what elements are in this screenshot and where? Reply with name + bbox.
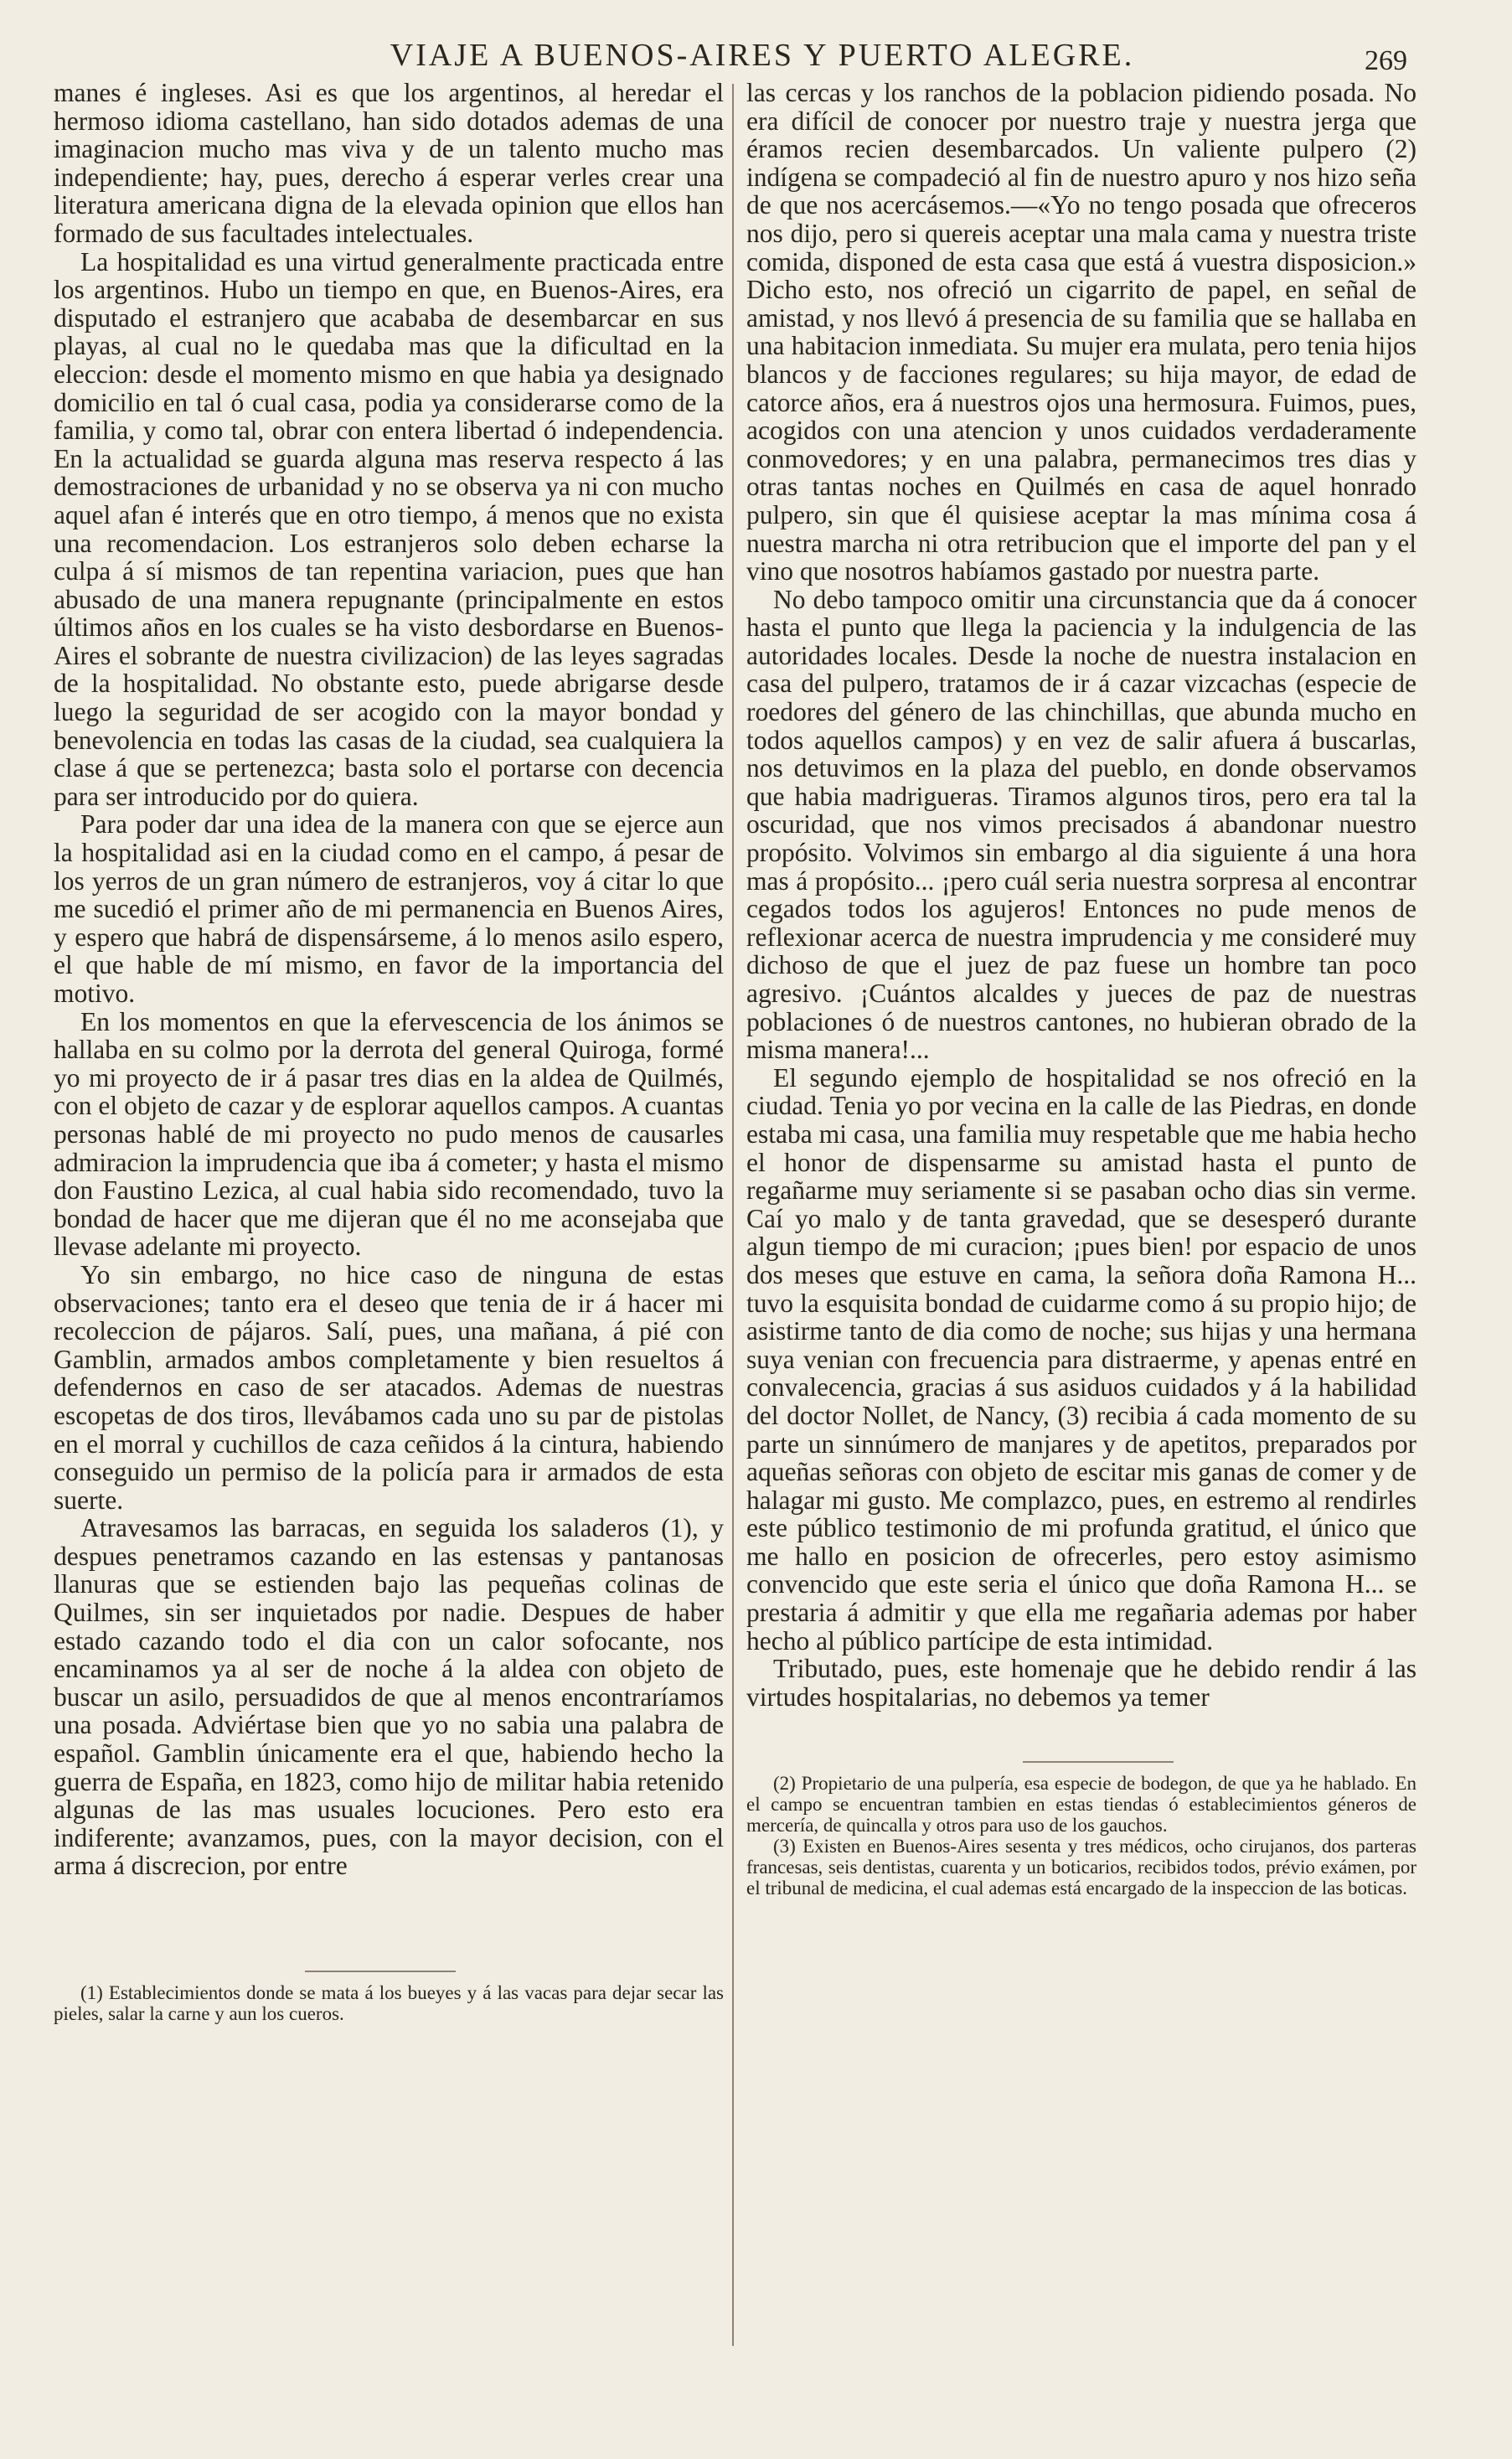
paragraph: Para poder dar una idea de la manera con que se ejerce aun la hospitalidad asi en la ciudad como en el campo, á pesar de los yerros de un gran número de estranjeros, voy á citar lo que me sucedió el primer año de mi permanencia en Buenos Aires, y espero que habrá de dispensárseme, á lo menos asilo espero, el que hable de mí mismo, en favor de la importancia del motivo.: [54, 809, 724, 1008]
paragraph: En los momentos en que la efervescencia de los ánimos se hallaba en su colmo por la derrota del general Quiroga, formé yo mi proyecto de ir á pasar tres dias en la aldea de Quilmés, con el objeto de cazar y de esplorar aquellos campos. A cuantas personas hablé de mi proyecto no pudo menos de causarles admiracion la imprudencia que iba á cometer; y hasta el mismo don Faustino Lezica, al cual habia sido recomendado, tuvo la bondad de hacer que me dijeran que él no me aconsejaba que llevase adelante mi proyecto.: [54, 1006, 724, 1262]
paragraph: No debo tampoco omitir una circunstancia que da á conocer hasta el punto que llega la paciencia y la indulgencia de las autoridades locales. Desde la noche de nuestra instalacion en casa del pulpero, tratamos de ir á cazar vizcachas (especie de roedores del género de las chinchillas, que abunda mucho en todos aquellos campos) y en vez de salir afuera á buscarlas, nos detuvimos en la plaza del pueblo, en donde observamos que habia madrigueras. Tiramos algunos tiros, pero era tal la oscuridad, que nos vimos precisados á abandonar nuestro propósito. Volvimos sin embargo al dia siguiente á una hora mas á propósito... ¡pero cuál seria nuestra sorpresa al encontrar cegados todos los agujeros! Entonces no pude menos de reflexionar acerca de nuestra imprudencia y me consideré muy dichoso de que el juez de paz fuese un hombre tan poco agresivo. ¡Cuántos alcaldes y jueces de paz de nuestras poblaciones ó de nuestros cantones, no hubieran obrado de la misma manera!...: [746, 584, 1417, 1065]
paragraph: manes é ingleses. Asi es que los argentinos, al heredar el hermoso idioma castellano, han sido dotados ademas de una imaginacion mucho mas viva y de un talento mucho mas independiente; hay, pues, derecho á esperar verles crear una literatura americana digna de la elevada opinion que ellos han formado de sus facultades intelectuales.: [54, 78, 724, 248]
footnote-rule: [1023, 1761, 1174, 1763]
column-divider: [732, 84, 734, 2346]
paragraph: Yo sin embargo, no hice caso de ninguna de estas observaciones; tanto era el deseo que tenia de ir á hacer mi recoleccion de pájaros. Salí, pues, una mañana, á pié con Gamblin, armados ambos completamente y bien resueltos á defendernos en caso de ser atacados. Ademas de nuestras escopetas de dos tiros, llevábamos cada uno su par de pistolas en el morral y cuchillos de caza ceñidos á la cintura, habiendo conseguido un permiso de la policía para ir armados de esta suerte.: [54, 1259, 724, 1515]
paragraph: Atravesamos las barracas, en seguida los saladeros (1), y despues penetramos cazando en las estensas y pantanosas llanuras que se estienden bajo las pequeñas colinas de Quilmes, sin ser inquietados por nadie. Despues de haber estado cazando todo el dia con un calor sofocante, nos encaminamos ya al ser de noche á la aldea con objeto de buscar un asilo, persuadidos de que al menos encontraríamos una posada. Adviértase bien que yo no sabia una palabra de español. Gamblin únicamente era el que, habiendo hecho la guerra de España, en 1823, como hijo de militar habia retenido algunas de las mas usuales locuciones. Pero esto era indiferente; avanzamos, pues, con la mayor decision, con el arma á discrecion, por entre: [54, 1513, 724, 1881]
spacer: [54, 1880, 724, 1959]
paragraph: El segundo ejemplo de hospitalidad se nos ofreció en la ciudad. Tenia yo por vecina en la calle de las Piedras, en donde estaba mi casa, una familia muy respetable que me habia hecho el honor de dispensarme su amistad hasta el punto de regañarme muy seriamente si se pasaban ocho dias sin verme. Caí yo malo y de tanta gravedad, que se desesperó durante algun tiempo de mi curacion; ¡pues bien! por espacio de unos dos meses que estuve en cama, la señora doña Ramona H... tuvo la esquisita bondad de cuidarme como á su propio hijo; de asistirme tanto de dia como de noche; sus hijas y una hermana suya venian con frecuencia para distraerme, y apenas entré en convalecencia, gracias á sus asiduos cuidados y á la habilidad del doctor Nollet, de Nancy, (3) recibia á cada momento de su parte un sinnúmero de manjares y de apetitos, preparados por aqueñas señoras con objeto de escitar mis ganas de comer y de halagar mi gusto. Me complazco, pues, en estremo al rendirles este público testimonio de mi profunda gratitud, el único que me hallo en posicion de ofrecerles, pero estoy asimismo convencido que este seria el único que doña Ramona H... se prestaria á admitir y que ella me regañaria ademas por haber hecho al público partícipe de esta intimidad.: [746, 1062, 1417, 1656]
paragraph: las cercas y los ranchos de la poblacion pidiendo posada. No era difícil de conocer por nuestro traje y nuestra jerga que éramos recien desembarcados. Un valiente pulpero (2) indígena se compadeció al fin de nuestro apuro y nos hizo seña de que nos acercásemos.—«Yo no tengo posada que ofreceros nos dijo, pero si quereis aceptar una mala cama y nuestra triste comida, disponed de esta casa que está á vuestra disposicion.» Dicho esto, nos ofreció un cigarrito de papel, en señal de amistad, y nos llevó á presencia de su familia que se hallaba en una habitacion inmediata. Su mujer era mulata, pero tenia hijos blancos y de facciones regulares; su hija mayor, de edad de catorce años, era á nuestros ojos una hermosura. Fuimos, pues, acogidos con una atencion y unos cuidados verdaderamente conmovedores; y en una palabra, permanecimos tres dias y otras tantas noches en Quilmés en casa de aquel honrado pulpero, sin que él quisiese aceptar la mas mínima cosa á nuestra marcha ni otra retribucion que el importe del pan y el vino que nosotros habíamos gastado por nuestra parte.: [746, 78, 1417, 586]
footnote-rule: [305, 1971, 456, 1972]
footnote: (3) Existen en Buenos-Aires sesenta y tres médicos, ocho cirujanos, dos parteras francesas, seis dentistas, cuarenta y un boticarios, recibidos todos, prévio exámen, por el tribunal de medicina, el cual ademas está encargado de la inspeccion de las boticas.: [746, 1836, 1417, 1899]
left-column: [54, 79, 724, 2024]
page-header: [50, 34, 1407, 84]
paragraph: Tributado, pues, este homenaje que he debido rendir á las virtudes hospitalarias, no debemos ya temer: [746, 1654, 1417, 1712]
spacer: [746, 1711, 1417, 1749]
footnote: (1) Establecimientos donde se mata á los bueyes y á las vacas para dejar secar las pieles, salar la carne y aun los cueros.: [54, 1982, 724, 2024]
page-number: 269: [1365, 45, 1407, 76]
running-title: VIAJE A BUENOS-AIRES Y PUERTO ALEGRE.: [390, 38, 1135, 73]
right-column: [746, 79, 1417, 1898]
footnote: (2) Propietario de una pulpería, esa especie de bodegon, de que ya he hablado. En el campo se encuentran tambien en estas tiendas ó establecimientos géneros de mercería, de quincalla y otros para uso de los gauchos.: [746, 1773, 1417, 1837]
paragraph: La hospitalidad es una virtud generalmente practicada entre los argentinos. Hubo un tiempo en que, en Buenos-Aires, era disputado el estranjero que acababa de desembarcar en sus playas, al cual no le quedaba mas que la dificultad en la eleccion: desde el momento mismo en que habia ya designado domicilio en tal ó cual casa, podia ya considerarse como de la familia, y como tal, obrar con entera libertad ó independencia. En la actualidad se guarda alguna mas reserva respecto á las demostraciones de urbanidad y no se observa ya ni con mucho aquel afan é interés que en otro tiempo, á menos que no exista una recomendacion. Los estranjeros solo deben echarse la culpa á sí mismos de tan repentina variacion, pues que han abusado de una manera repugnante (principalmente en estos últimos años en los cuales se ha visto desbordarse en Buenos-Aires el sobrante de nuestra civilizacion) de las leyes sagradas de la hospitalidad. No obstante esto, puede abrigarse desde luego la seguridad de ser acogido con la mayor bondad y benevolencia en todas las casas de la ciudad, sea cualquiera la clase á que se pertenezca; basta solo el portarse con decencia para ser introducido por do quiera.: [54, 246, 724, 811]
